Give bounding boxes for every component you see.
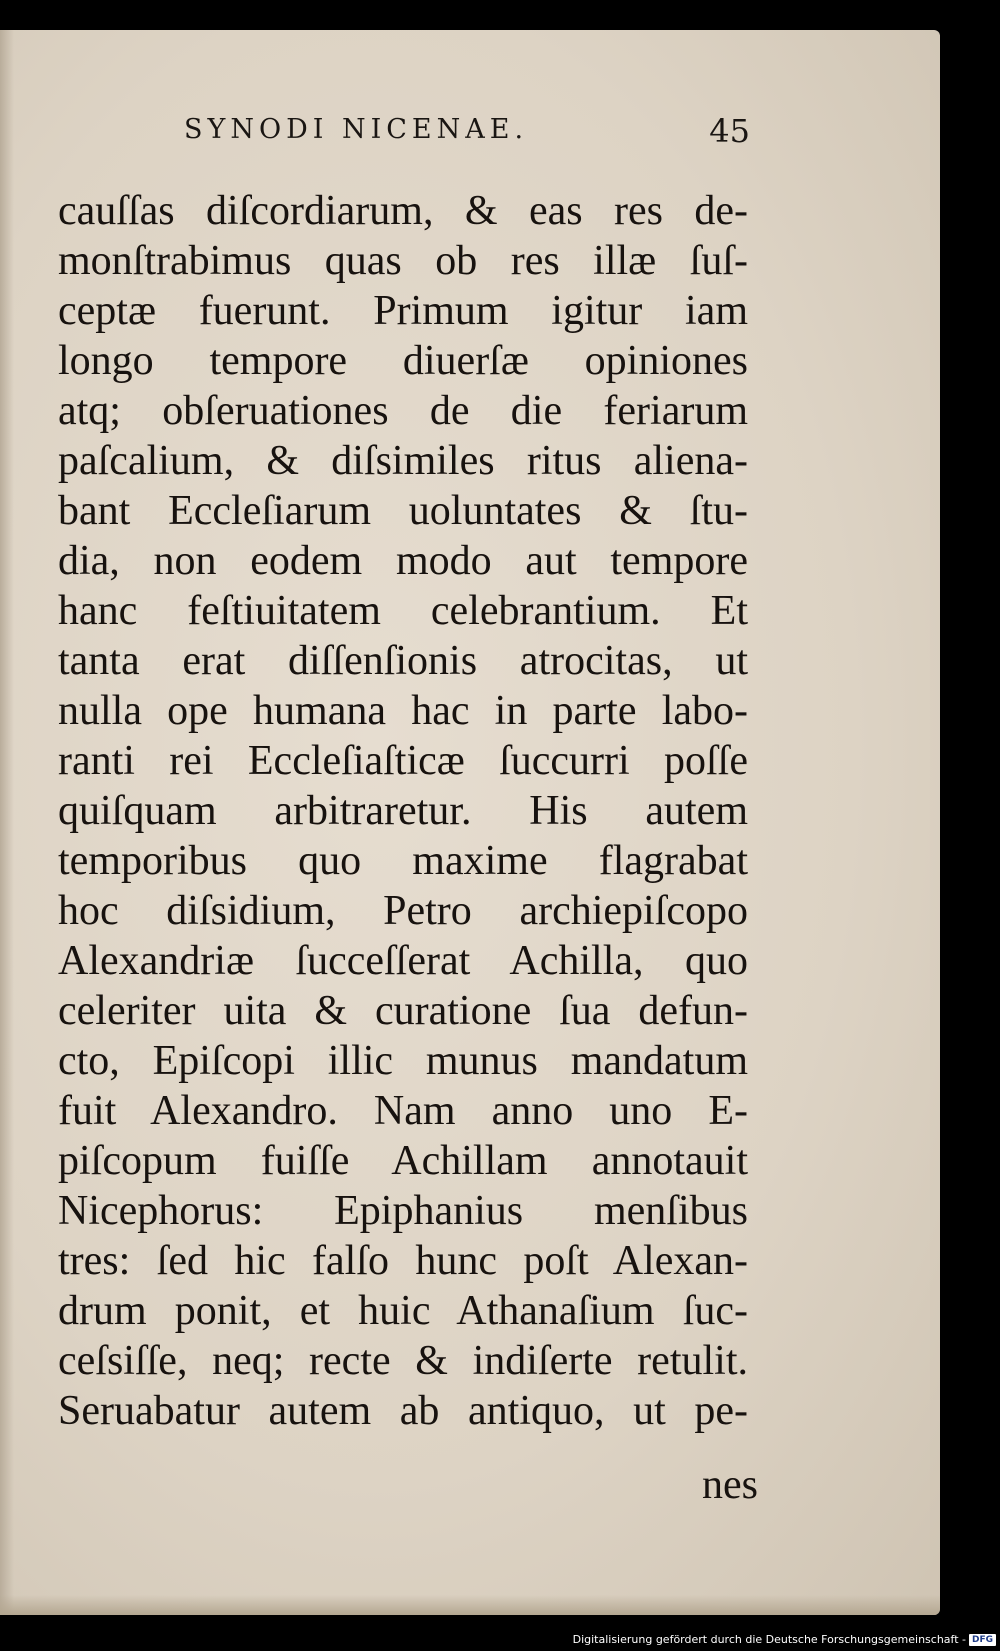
- footer-bar: [0, 1625, 1000, 1651]
- text-line: ceſsiſſe, neq; recte & indiſerte retulit.: [58, 1338, 748, 1384]
- text-line: dia, non eodem modo aut tempore: [58, 538, 748, 584]
- running-title: SYNODI NICENAE.: [184, 114, 529, 145]
- text-line: quiſquam arbitraretur. His autem: [58, 788, 748, 834]
- text-line: ranti rei Eccleſiaſticæ ſuccurri poſſe: [58, 738, 748, 784]
- text-line: nulla ope humana hac in parte labo-: [58, 688, 748, 734]
- page-bottom-edge: [0, 1595, 940, 1615]
- text-line: cauſſas diſcordiarum, & eas res de-: [58, 188, 748, 234]
- funding-credit: [573, 1633, 996, 1646]
- text-line: bant Eccleſiarum uoluntates & ſtu-: [58, 488, 748, 534]
- text-line: longo tempore diuerſæ opiniones: [58, 338, 748, 384]
- page-number: 45: [709, 112, 750, 150]
- text-line: paſcalium, & diſsimiles ritus aliena-: [58, 438, 748, 484]
- dfg-logo: DFG: [969, 1634, 996, 1646]
- text-line: tanta erat diſſenſionis atrocitas, ut: [58, 638, 748, 684]
- text-line: monſtrabimus quas ob res illæ ſuſ-: [58, 238, 748, 284]
- text-line: Alexandriæ ſucceſſerat Achilla, quo: [58, 938, 748, 984]
- text-line: ceptæ fuerunt. Primum igitur iam: [58, 288, 748, 334]
- text-line: Seruabatur autem ab antiquo, ut pe-: [58, 1388, 748, 1434]
- text-line: celeriter uita & curatione ſua defun-: [58, 988, 748, 1034]
- text-line: atq; obſeruationes de die feriarum: [58, 388, 748, 434]
- catchword: nes: [702, 1462, 758, 1508]
- running-head: [60, 114, 750, 154]
- text-line: Nicephorus: Epiphanius menſibus: [58, 1188, 748, 1234]
- text-line: hoc diſsidium, Petro archiepiſcopo: [58, 888, 748, 934]
- funding-credit-text: Digitalisierung gefördert durch die Deutsche Forschungsgemeinschaft -: [572, 1633, 966, 1646]
- text-line: temporibus quo maxime flagrabat: [58, 838, 748, 884]
- book-page: [0, 30, 940, 1615]
- text-line: tres: ſed hic falſo hunc poſt Alexan-: [58, 1238, 748, 1284]
- page-gutter-shadow: [0, 30, 14, 1615]
- text-line: fuit Alexandro. Nam anno uno E-: [58, 1088, 748, 1134]
- body-text: [58, 186, 748, 1436]
- text-line: cto, Epiſcopi illic munus mandatum: [58, 1038, 748, 1084]
- text-line: piſcopum fuiſſe Achillam annotauit: [58, 1138, 748, 1184]
- text-line: drum ponit, et huic Athanaſium ſuc-: [58, 1288, 748, 1334]
- text-line: hanc feſtiuitatem celebrantium. Et: [58, 588, 748, 634]
